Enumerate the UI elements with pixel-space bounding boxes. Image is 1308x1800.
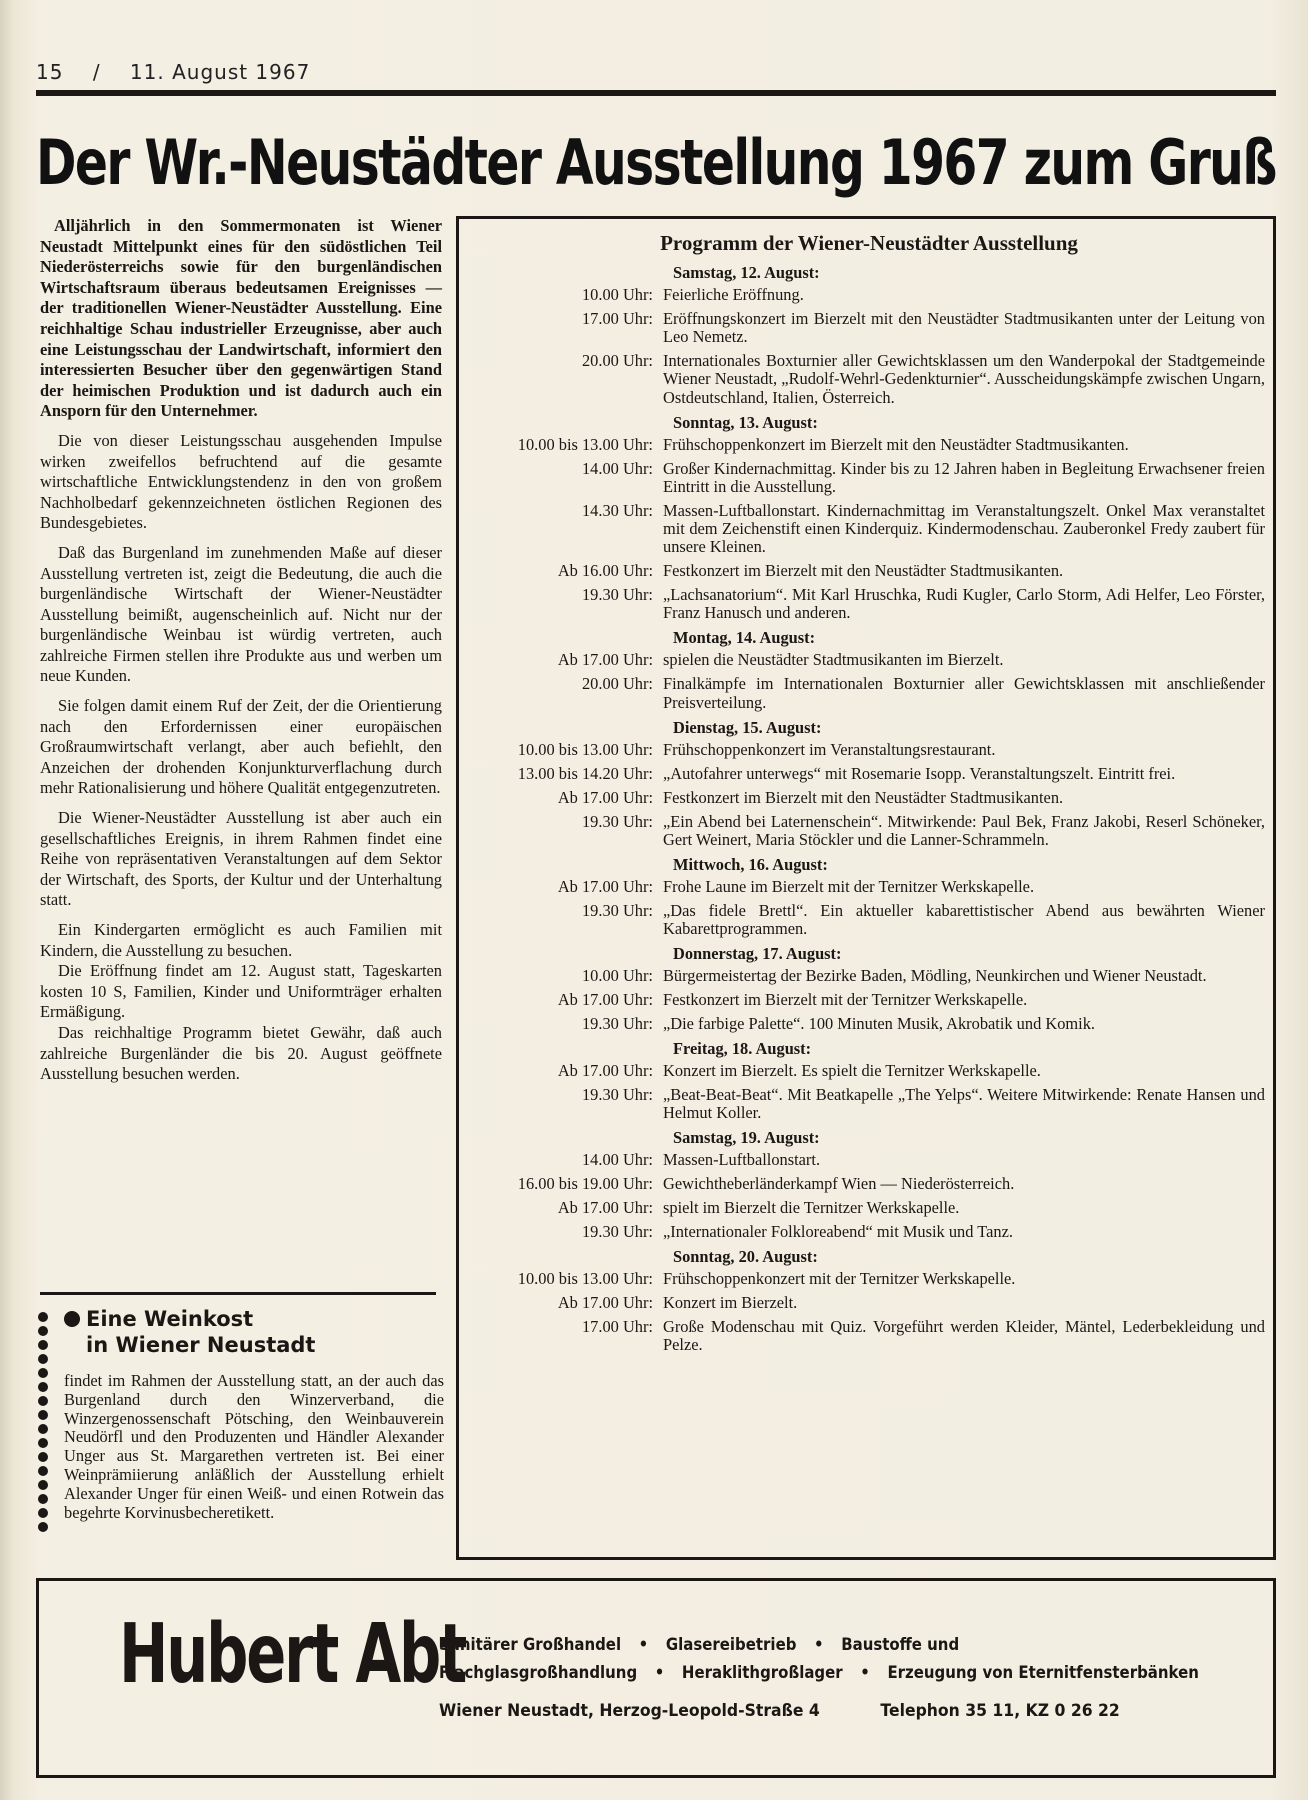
event-time: 10.00 Uhr: [581,966,653,986]
event-description: Gewichtheberländerkampf Wien — Niederösterreich. [663,1174,1015,1194]
program-event [469,1151,1265,1169]
weinkost-title-line2: in Wiener Neustadt [86,1333,316,1357]
event-description: „Beat-Beat-Beat“. Mit Beatkapelle „The Yelps“. Weitere Mitwirkende: Renate Hansen und Helmut Koller. [663,1085,1265,1123]
event-description: Festkonzert im Bierzelt mit den Neustädter Stadtmusikanten. [663,561,1064,581]
event-time: 17.00 Uhr: [581,309,653,328]
event-time: 10.00 bis 13.00 Uhr: [517,739,653,759]
article-column [40,216,442,1094]
program-event [469,741,1265,759]
article-paragraph: Das reichhaltige Programm bietet Gewähr, daß auch zahlreiche Burgenländer die bis 20. August geöffnete Ausstellung besuchen werden. [40,1022,442,1084]
ad-bullet: • [638,1635,649,1655]
program-day: Sonntag, 13. August: [673,412,818,432]
program-box [456,216,1276,1560]
event-time: Ab 17.00 Uhr: [557,650,653,670]
program-event [469,460,1265,496]
event-description: Großer Kindernachmittag. Kinder bis zu 12 Jahren haben in Begleitung Erwachsener freien Eintritt in die Ausstellung. [663,458,1265,496]
advertisement [36,1578,1276,1778]
event-time: 10.00 bis 13.00 Uhr: [517,1269,653,1289]
program-day: Dienstag, 15. August: [673,717,822,737]
program-event [469,1223,1265,1241]
program-day: Montag, 14. August: [673,628,816,648]
event-time: Ab 17.00 Uhr: [557,990,653,1010]
event-description: „Ein Abend bei Laternenschein“. Mitwirkende: Paul Bek, Franz Jakobi, Reserl Schöneker, Gert Weinert, Maria Stöckler und die Lanner-Schrammeln. [663,811,1265,849]
program-day: Freitag, 18. August: [673,1039,812,1059]
program-event [469,675,1265,711]
ad-item: Glasereibetrieb [665,1635,797,1655]
program-event [469,1270,1265,1288]
event-time: 10.00 Uhr: [581,285,653,304]
event-description: „Die farbige Palette“. 100 Minuten Musik, Akrobatik und Komik. [663,1014,1095,1034]
program-event [469,1062,1265,1080]
event-time: 19.30 Uhr: [581,1085,653,1105]
ad-address: Wiener Neustadt, Herzog-Leopold-Straße 4 [439,1701,820,1721]
program-day: Mittwoch, 16. August: [673,854,828,874]
program-day: Sonntag, 20. August: [673,1247,818,1267]
program-event [469,789,1265,807]
event-description: Festkonzert im Bierzelt mit den Neustädter Stadtmusikanten. [663,787,1064,807]
event-time: 19.30 Uhr: [581,1014,653,1034]
issue-date: 11. August 1967 [129,60,311,84]
event-time: 19.30 Uhr: [581,900,653,920]
article-paragraph: Die Eröffnung findet am 12. August statt, Tageskarten kosten 10 S, Familien, Kinder und Uniformträger erhalten Ermäßigung. [40,961,442,1022]
event-description: „Internationaler Folkloreabend“ mit Musik und Tanz. [663,1222,1013,1242]
event-time: 14.00 Uhr: [581,458,653,478]
ad-text [439,1631,1239,1725]
event-description: Große Modenschau mit Quiz. Vorgeführt werden Kleider, Mäntel, Lederbekleidung und Pelze. [663,1317,1265,1355]
article-paragraph: Die Wiener-Neustädter Ausstellung ist aber auch ein gesellschaftliches Ereignis, in ihrem Rahmen findet eine Reihe von repräsentativen Veranstaltungen auf dem Sektor der Wirtschaft, des Sports, der Kultur und der Unterhaltung statt. [40,808,442,910]
program-event [469,765,1265,783]
folio [36,60,310,84]
event-description: „Autofahrer unterwegs“ mit Rosemarie Isopp. Veranstaltungszelt. Eintritt frei. [663,763,1176,783]
program-event [469,502,1265,557]
ad-item: Erzeugung von Eternitfensterbänken [887,1663,1199,1683]
ad-phone: Telephon 35 11, KZ 0 26 22 [880,1701,1120,1721]
bullet-icon [64,1311,80,1327]
program-day: Samstag, 12. August: [673,263,820,282]
weinkost-body: findet im Rahmen der Ausstellung statt, an der auch das Burgenland durch den Winzerverband, die Winzergenossenschaft Pötsching, den Weinbauverein Neudörfl und den Produzenten und Händler Alexander Unger aus St. Margarethen vertreten ist. Bei einer Weinprämiierung anläßlich der Ausstellung erhielt Alexander Unger für einen Weiß- und einen Rotwein das begehrte Korvinusbecheretikett. [64,1371,444,1522]
program-event [469,1015,1265,1033]
event-time: Ab 17.00 Uhr: [557,1198,653,1218]
program-list [469,263,1265,1360]
article-lead: Alljährlich in den Sommermonaten ist Wiener Neustadt Mittelpunkt eines für den südöstlichen Teil Niederösterreichs sowie für den burgenländischen Wirtschaftsraum überaus bedeutsamen Ereignisses — der traditionellen Wiener-Neustädter Ausstellung. Eine reichhaltige Schau industrieller Erzeugnisse, aber auch eine Leistungsschau der Landwirtschaft, informiert den interessierten Besucher über den gegenwärtigen Stand der heimischen Produktion und ist dadurch auch ein Ansporn für den Unternehmer. [40,216,442,421]
program-event [469,1199,1265,1217]
ad-line-1 [439,1631,1143,1659]
program-event [469,436,1265,454]
headline: Der Wr.-Neustädter Ausstellung 1967 zum Gruß [36,126,1276,199]
folio-separator: / [92,60,101,84]
program-event [469,902,1265,938]
event-time: 13.00 bis 14.20 Uhr: [517,763,653,783]
ad-item: Sanitärer Großhandel [439,1635,622,1655]
event-time: Ab 17.00 Uhr: [557,787,653,807]
ad-item: Flachglasgroßhandlung [439,1663,638,1683]
event-time: 17.00 Uhr: [581,1317,653,1337]
article-paragraph: Daß das Burgenland im zunehmenden Maße auf dieser Ausstellung vertreten ist, zeigt die Bedeutung, die auch die burgenländische Wirtschaft der Wiener-Neustädter Ausstellung beimißt, augenscheinlich auf. Nicht nur der burgenländische Weinbau ist würdig vertreten, auch zahlreiche Firmen stellen ihre Produkte aus und werben um neue Kunden. [40,542,442,686]
program-event [469,352,1265,407]
event-time: 20.00 Uhr: [581,351,653,371]
event-description: spielt im Bierzelt die Ternitzer Werkskapelle. [663,1198,960,1218]
program-event [469,586,1265,622]
event-time: Ab 17.00 Uhr: [557,1061,653,1081]
event-description: „Das fidele Brettl“. Ein aktueller kabarettistischer Abend aus bewährten Wiener Kabarettprogrammen. [663,900,1265,939]
ad-bullet: • [860,1663,870,1683]
event-description: Finalkämpfe im Internationalen Boxturnier aller Gewichtsklassen mit anschließender Preisverteilung. [663,674,1265,712]
event-description: Frohe Laune im Bierzelt mit der Ternitzer Werkskapelle. [663,876,1035,896]
event-description: Feierliche Eröffnung. [663,285,804,304]
event-time: Ab 17.00 Uhr: [557,876,653,896]
weinkost-title [64,1306,315,1358]
event-time: 19.30 Uhr: [581,1222,653,1242]
event-description: Frühschoppenkonzert mit der Ternitzer Werkskapelle. [663,1269,1016,1289]
event-description: Frühschoppenkonzert im Bierzelt mit den Neustädter Stadtmusikanten. [663,434,1129,454]
weinkost-title-line1: Eine Weinkost [86,1307,254,1331]
event-time: 14.30 Uhr: [581,500,653,520]
event-time: Ab 17.00 Uhr: [557,1293,653,1313]
event-description: Festkonzert im Bierzelt mit der Ternitzer Werkskapelle. [663,990,1028,1010]
weinkost-box [38,1306,448,1556]
article-paragraph: Sie folgen damit einem Ruf der Zeit, der die Orientierung nach den Erfordernissen einer europäischen Großraumwirtschaft verlangt, aber auch befiehlt, den Anzeichen der drohenden Konjunkturverflachung durch mehr Rationalisierung und höhere Qualität entgegenzutreten. [40,696,442,798]
ad-bullet: • [814,1635,824,1655]
program-day: Donnerstag, 17. August: [673,944,842,964]
program-event [469,310,1265,346]
event-time: 10.00 bis 13.00 Uhr: [517,434,653,454]
program-title: Programm der Wiener-Neustädter Ausstellung [660,231,1078,255]
page-number: 15 [36,60,64,84]
event-time: Ab 16.00 Uhr: [557,561,653,581]
article-paragraph: Die von dieser Leistungsschau ausgehenden Impulse wirken zweifellos befruchtend auf die gesamte wirtschaftliche Entwicklungstendenz in den von großem Nachholbedarf gekennzeichneten östlichen Regionen des Bundesgebietes. [40,430,442,533]
ad-line-2 [439,1659,1199,1687]
program-day: Samstag, 19. August: [673,1128,820,1148]
program-event [469,1086,1265,1122]
event-description: Internationales Boxturnier aller Gewichtsklassen um den Wanderpokal der Stadtgemeinde Wiener Neustadt, „Rudolf-Wehrl-Gedenkturnier“. Ausscheidungskämpfe zwischen Ungarn, Ostdeutschland, Italien, Österreich. [663,351,1265,407]
event-time: 14.00 Uhr: [581,1150,653,1170]
program-event [469,1175,1265,1193]
event-description: Eröffnungskonzert im Bierzelt mit den Neustädter Stadtmusikanten unter der Leitung von Leo Nemetz. [663,309,1265,347]
event-description: Konzert im Bierzelt. [663,1293,798,1313]
event-description: Bürgermeistertag der Bezirke Baden, Mödling, Neunkirchen und Wiener Neustadt. [663,966,1207,986]
program-event [469,991,1265,1009]
ad-company-name: Hubert Abt [119,1607,466,1702]
program-event [469,1318,1265,1354]
dotted-border [38,1312,50,1532]
program-event [469,286,1265,304]
program-event [469,651,1265,669]
article-paragraph: Ein Kindergarten ermöglicht es auch Familien mit Kindern, die Ausstellung zu besuchen. [40,920,442,960]
event-time: 19.30 Uhr: [581,811,653,831]
program-event [469,1294,1265,1312]
program-event [469,562,1265,580]
event-time: 20.00 Uhr: [581,674,653,694]
event-description: Konzert im Bierzelt. Es spielt die Ternitzer Werkskapelle. [663,1061,1041,1081]
event-description: Massen-Luftballonstart. Kindernachmittag im Veranstaltungszelt. Onkel Max veranstaltet mit dem Zeichenstift einen Kinderquiz. Kindermodenschau. Zauberonkel Fredy zaubert für unsere Kleinen. [663,500,1265,557]
column-rule [40,1292,436,1295]
event-description: Frühschoppenkonzert im Veranstaltungsrestaurant. [663,739,996,759]
ad-item: Baustoffe und [841,1635,960,1655]
event-description: spielen die Neustädter Stadtmusikanten im Bierzelt. [663,650,1004,670]
event-description: „Lachsanatorium“. Mit Karl Hruschka, Rudi Kugler, Carlo Storm, Adi Helfer, Leo Förster, Franz Hanusch und anderen. [663,585,1265,623]
program-event [469,813,1265,849]
program-event [469,878,1265,896]
ad-item: Heraklithgroßlager [681,1663,843,1683]
ad-contact [439,1697,1120,1725]
event-time: 19.30 Uhr: [581,585,653,605]
event-description: Massen-Luftballonstart. [663,1150,821,1170]
program-event [469,967,1265,985]
ad-bullet: • [654,1663,665,1683]
top-rule [36,90,1276,96]
event-time: 16.00 bis 19.00 Uhr: [517,1174,653,1194]
